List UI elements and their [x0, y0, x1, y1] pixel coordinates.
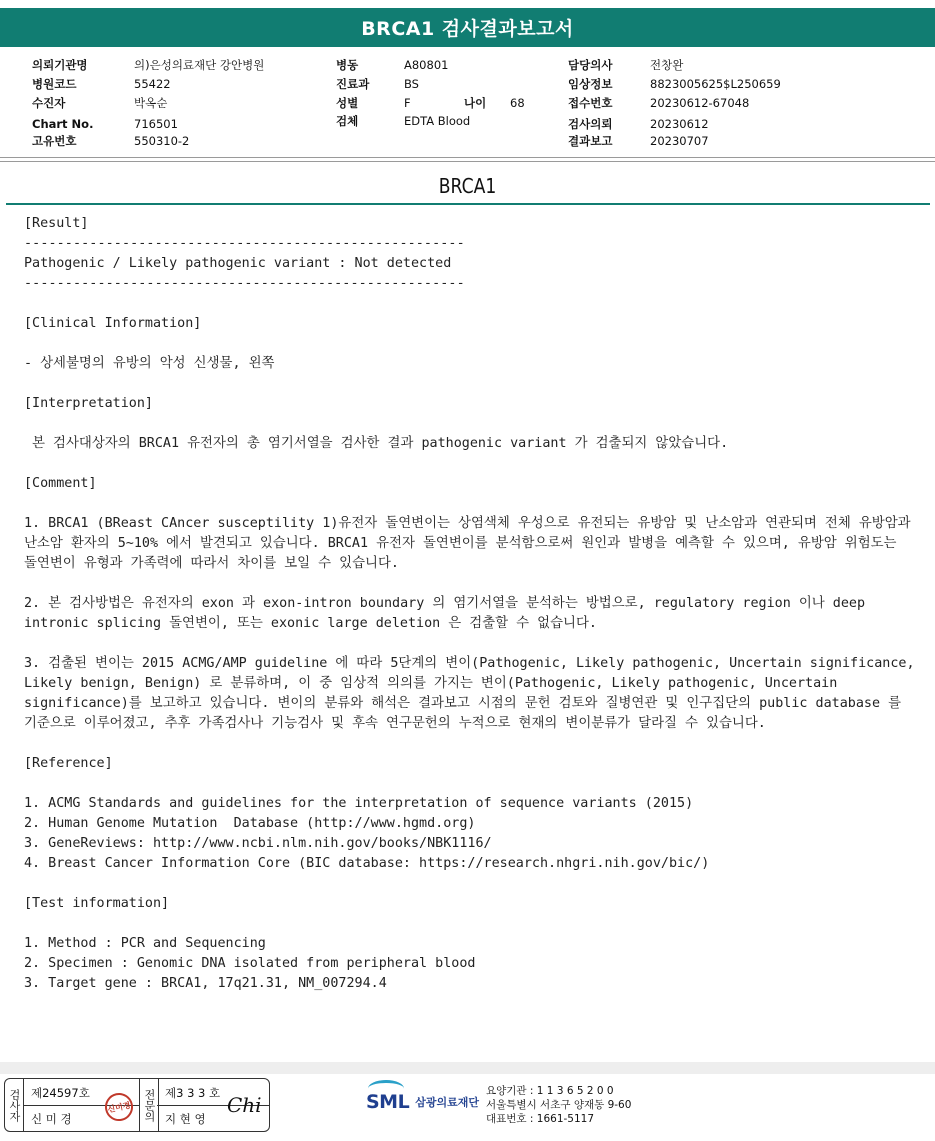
meta-institution-value: 의)은성의료재단 강안병원 [134, 58, 265, 72]
meta-label: 고유번호 [32, 134, 77, 148]
meta-insurance [568, 77, 612, 91]
comment-heading: [Comment] [24, 476, 97, 491]
sml-logo [366, 1084, 479, 1120]
divider-line: ------------------------------------------------------ [24, 236, 465, 251]
meta-label: 임상정보 [568, 77, 613, 91]
physician-signature: Chi [227, 1093, 262, 1117]
logo-arc-icon [368, 1080, 404, 1097]
report-title: BRCA1 검사결과보고서 [361, 18, 574, 40]
reference-item: 3. GeneReviews: http://www.ncbi.nlm.nih.gov/books/NBK1116/ [24, 836, 492, 851]
org-address: 서울특별시 서초구 양재동 9-60 [486, 1099, 632, 1111]
meta-department [336, 77, 369, 91]
reference-item: 1. ACMG Standards and guidelines for the interpretation of sequence variants (2015) [24, 796, 694, 811]
meta-chart-no [32, 117, 93, 131]
meta-patient-value: 박옥순 [134, 96, 168, 110]
org-code: 요양기관 : 1 1 3 6 5 2 0 0 [486, 1085, 614, 1097]
meta-insurance-value: 8823005625$L250659 [650, 77, 781, 91]
test-info-item: 1. Method : PCR and Sequencing [24, 936, 266, 951]
meta-label: 병원코드 [32, 77, 77, 91]
inspector-license: 제24597호 [31, 1086, 90, 1100]
meta-unique-no [32, 134, 76, 148]
report-title-bar [0, 8, 935, 47]
signature-box [4, 1078, 270, 1132]
clinical-heading: [Clinical Information] [24, 316, 202, 331]
reference-item: 2. Human Genome Mutation Database (http://www.hgmd.org) [24, 816, 476, 831]
test-info-item: 3. Target gene : BRCA1, 17q21.31, NM_007294.4 [24, 976, 387, 991]
meta-report-date [568, 134, 612, 148]
meta-hospital-code-value: 55422 [134, 77, 171, 91]
meta-label: 접수번호 [568, 96, 613, 110]
physician-license: 제3 3 3 호 [165, 1086, 221, 1100]
inspector-label-text: 검사자 [8, 1088, 21, 1122]
meta-label: 검체 [336, 114, 359, 128]
section-title: BRCA1 [438, 174, 497, 198]
meta-specimen [336, 114, 358, 128]
report-body [24, 214, 924, 994]
meta-report-date-value: 20230707 [650, 134, 709, 148]
meta-receipt-no-value: 20230612-67048 [650, 96, 750, 110]
clinical-text: - 상세불명의 유방의 악성 신생물, 왼쪽 [24, 356, 275, 371]
meta-ward [336, 58, 358, 72]
meta-hospital-code [32, 77, 76, 91]
meta-unique-no-value: 550310-2 [134, 134, 190, 148]
logo-text: SML [366, 1091, 410, 1113]
physician-label [139, 1079, 159, 1131]
comment-3: 3. 검출된 변이는 2015 ACMG/AMP guideline 에 따라 5단계의 변이(Pathogenic, Likely pathogenic, Uncertain significance, Likely benign, Benign) 로 분류하며, 이 중 임상적 의의를 가지는 변이(Pathogenic, Likely pathogenic, Uncertain significance)를 보고하고 있습니다. 변이의 분류와 해석은 결과보고 시점의 문헌 검토와 질병연관 및 인구집단의 public database 를 기준으로 이루어졌고, 추후 가족검사나 기능검사 및 후속 연구문헌의 누적으로 현재의 변이분류가 달라질 수 있습니다. [24, 656, 915, 731]
meta-label: 수진자 [32, 96, 66, 110]
org-contact [486, 1084, 631, 1126]
physician-label-text: 전문의 [143, 1088, 156, 1122]
org-name: 삼광의료재단 [415, 1096, 479, 1109]
header-divider [0, 161, 935, 162]
inspector-seal: 신미경 [102, 1090, 135, 1123]
meta-label: 진료과 [336, 77, 370, 91]
meta-label: 검사의뢰 [568, 117, 613, 131]
divider-line: ------------------------------------------------------ [24, 276, 465, 291]
test-info-heading: [Test information] [24, 896, 170, 911]
meta-sex [336, 96, 358, 110]
inspector-label [5, 1079, 24, 1131]
meta-age [464, 96, 486, 110]
meta-sex-value: F [404, 96, 411, 110]
meta-label: 병동 [336, 58, 359, 72]
section-rule [6, 203, 930, 205]
meta-label: 성별 [336, 96, 359, 110]
meta-label: 의뢰기관명 [32, 58, 88, 72]
meta-physician-value: 전창완 [650, 58, 684, 72]
result-text: Pathogenic / Likely pathogenic variant : Not detected [24, 256, 452, 271]
comment-1: 1. BRCA1 (BReast CAncer susceptility 1)유전자 돌연변이는 상염색체 우성으로 유전되는 유방암 및 난소암과 연관되며 전체 유방암과 난소암 환자의 5~10% 에서 발견되고 있습니다. BRCA1 유전자 돌연변이를 분석함으로써 원인과 발병을 예측할 수 있으며, 유방암 위험도는 돌연변이 유형과 가족력에 따라서 차이를 보일 수 있습니다. [24, 516, 911, 571]
meta-ward-value: A80801 [404, 58, 449, 72]
interpretation-heading: [Interpretation] [24, 396, 153, 411]
meta-request-date [568, 117, 612, 131]
physician-name: 지 현 영 [165, 1112, 206, 1126]
interpretation-text: 본 검사대상자의 BRCA1 유전자의 총 염기서열을 검사한 결과 pathogenic variant 가 검출되지 않았습니다. [24, 436, 729, 451]
meta-institution [32, 58, 88, 72]
result-heading: [Result] [24, 216, 89, 231]
comment-2: 2. 본 검사방법은 유전자의 exon 과 exon-intron boundary 의 염기서열을 분석하는 방법으로, regulatory region 이나 deep intronic splicing 돌연변이, 또는 exonic large deletion 은 검출할 수 없습니다. [24, 596, 866, 631]
meta-receipt-no [568, 96, 612, 110]
reference-item: 4. Breast Cancer Information Core (BIC database: https://research.nhgri.nih.gov/bic/) [24, 856, 710, 871]
meta-chart-no-value: 716501 [134, 117, 178, 131]
meta-age-value: 68 [510, 96, 525, 110]
meta-label: 담당의사 [568, 58, 613, 72]
header-divider [0, 157, 935, 158]
meta-patient [32, 96, 65, 110]
reference-heading: [Reference] [24, 756, 113, 771]
meta-request-date-value: 20230612 [650, 117, 709, 131]
meta-physician [568, 58, 612, 72]
meta-label: 결과보고 [568, 134, 613, 148]
org-phone: 대표번호 : 1661-5117 [486, 1113, 595, 1125]
meta-label: 나이 [464, 96, 487, 110]
meta-specimen-value: EDTA Blood [404, 114, 471, 128]
footer-band [0, 1062, 935, 1074]
meta-label: Chart No. [32, 117, 94, 131]
inspector-name: 신 미 경 [31, 1112, 72, 1126]
meta-department-value: BS [404, 77, 419, 91]
test-info-item: 2. Specimen : Genomic DNA isolated from peripheral blood [24, 956, 476, 971]
